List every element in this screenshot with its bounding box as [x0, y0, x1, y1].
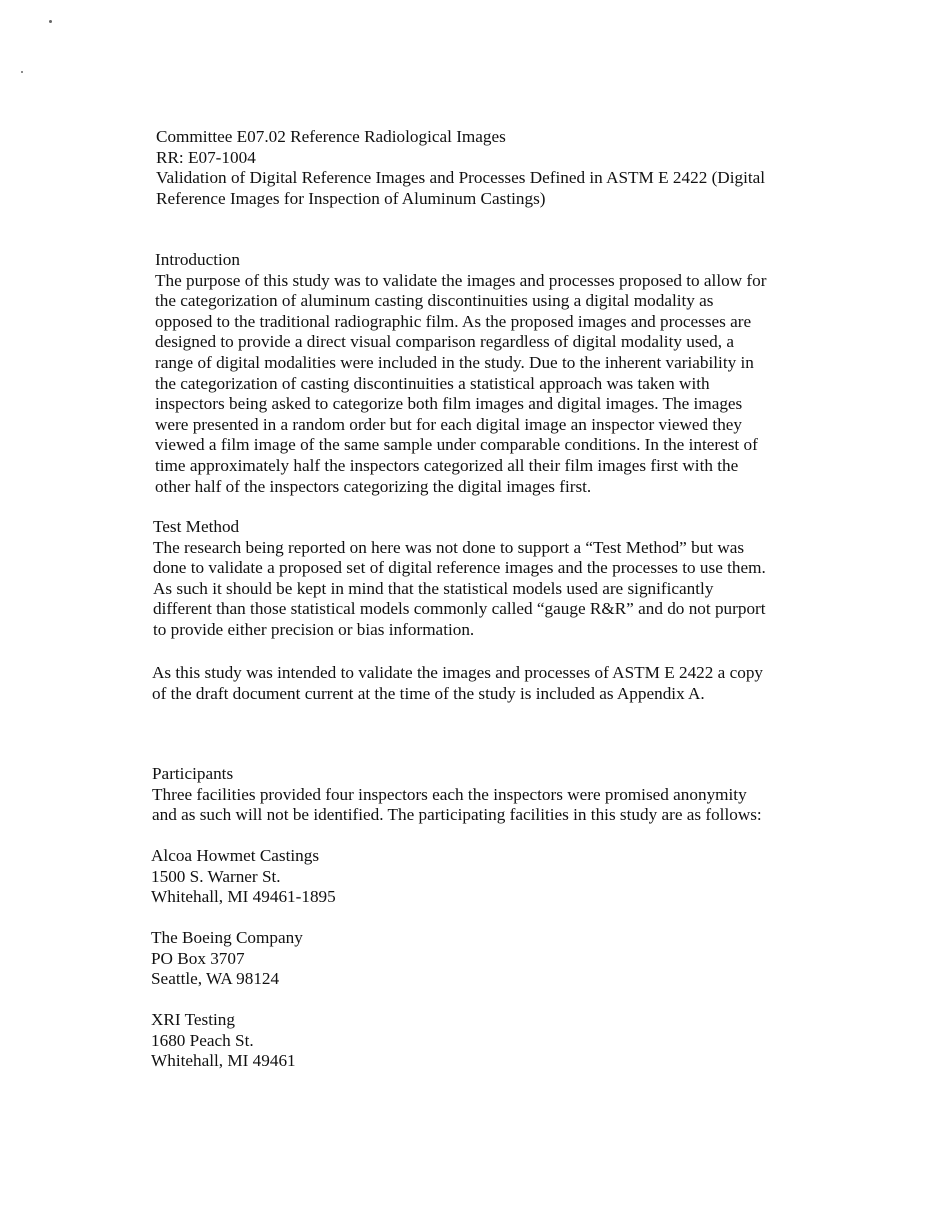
document-title-line-1: Validation of Digital Reference Images and Processes Defined in ASTM E 2422 (Digital	[156, 168, 766, 188]
section-heading-introduction: Introduction	[155, 250, 240, 269]
facility-street: PO Box 3707	[151, 948, 245, 968]
intro-line: were presented in a random order but for each digital image an inspector viewed they	[155, 414, 743, 434]
facility-name: Alcoa Howmet Castings	[151, 846, 320, 865]
document-title-line-2: Reference Images for Inspection of Aluminum Castings)	[156, 188, 546, 208]
facility-street: 1500 S. Warner St.	[151, 866, 281, 886]
intro-line: range of digital modalities were included in the study. Due to the inherent variability in	[155, 352, 754, 372]
test-method-line: different than those statistical models commonly called “gauge R&R” and do not purport	[153, 599, 766, 619]
participants-line: Three facilities provided four inspectors each the inspectors were promised anonymity	[152, 784, 747, 804]
test-method-line: The research being reported on here was not done to support a “Test Method” but was	[153, 537, 745, 557]
intro-line: other half of the inspectors categorizing the digital images first.	[155, 476, 592, 496]
rr-number: RR: E07-1004	[156, 147, 256, 167]
intro-line: inspectors being asked to categorize both film images and digital images. The images	[155, 394, 743, 414]
facility-address	[151, 846, 336, 908]
document-header	[156, 127, 765, 209]
committee-line: Committee E07.02 Reference Radiological Images	[156, 127, 506, 146]
test-method-paragraph-2	[152, 663, 763, 704]
participants-section	[152, 764, 762, 826]
facility-city: Seattle, WA 98124	[151, 969, 280, 989]
facility-address	[151, 928, 303, 990]
intro-line: viewed a film image of the same sample under comparable conditions. In the interest of	[155, 435, 758, 455]
intro-line: The purpose of this study was to validate the images and processes proposed to allow for	[155, 270, 767, 290]
intro-line: the categorization of casting discontinuities a statistical approach was taken with	[155, 373, 710, 393]
test-method-line: As this study was intended to validate the images and processes of ASTM E 2422 a copy	[152, 663, 764, 682]
test-method-line: As such it should be kept in mind that the statistical models used are significantly	[153, 578, 714, 598]
intro-line: opposed to the traditional radiographic film. As the proposed images and processes are	[155, 311, 752, 331]
test-method-line: to provide either precision or bias information.	[153, 619, 475, 639]
facility-name: The Boeing Company	[151, 928, 303, 947]
participants-line: and as such will not be identified. The participating facilities in this study are as follows:	[152, 805, 762, 825]
intro-line: designed to provide a direct visual comparison regardless of digital modality used, a	[155, 332, 734, 352]
facility-name: XRI Testing	[151, 1010, 235, 1029]
intro-line: time approximately half the inspectors categorized all their film images first with the	[155, 455, 739, 475]
facility-city: Whitehall, MI 49461-1895	[151, 887, 336, 907]
test-method-section	[153, 517, 766, 641]
facility-city: Whitehall, MI 49461	[151, 1051, 296, 1071]
scan-speck	[21, 71, 23, 73]
facility-address	[151, 1010, 296, 1072]
intro-line: the categorization of aluminum casting discontinuities using a digital modality as	[155, 291, 714, 311]
facility-street: 1680 Peach St.	[151, 1030, 254, 1050]
scan-speck	[49, 20, 52, 23]
introduction-section	[155, 250, 766, 497]
section-heading-test-method: Test Method	[153, 517, 240, 536]
section-heading-participants: Participants	[152, 764, 234, 783]
test-method-line: done to validate a proposed set of digital reference images and the processes to use them.	[153, 558, 766, 578]
test-method-line: of the draft document current at the time of the study is included as Appendix A.	[152, 683, 705, 703]
